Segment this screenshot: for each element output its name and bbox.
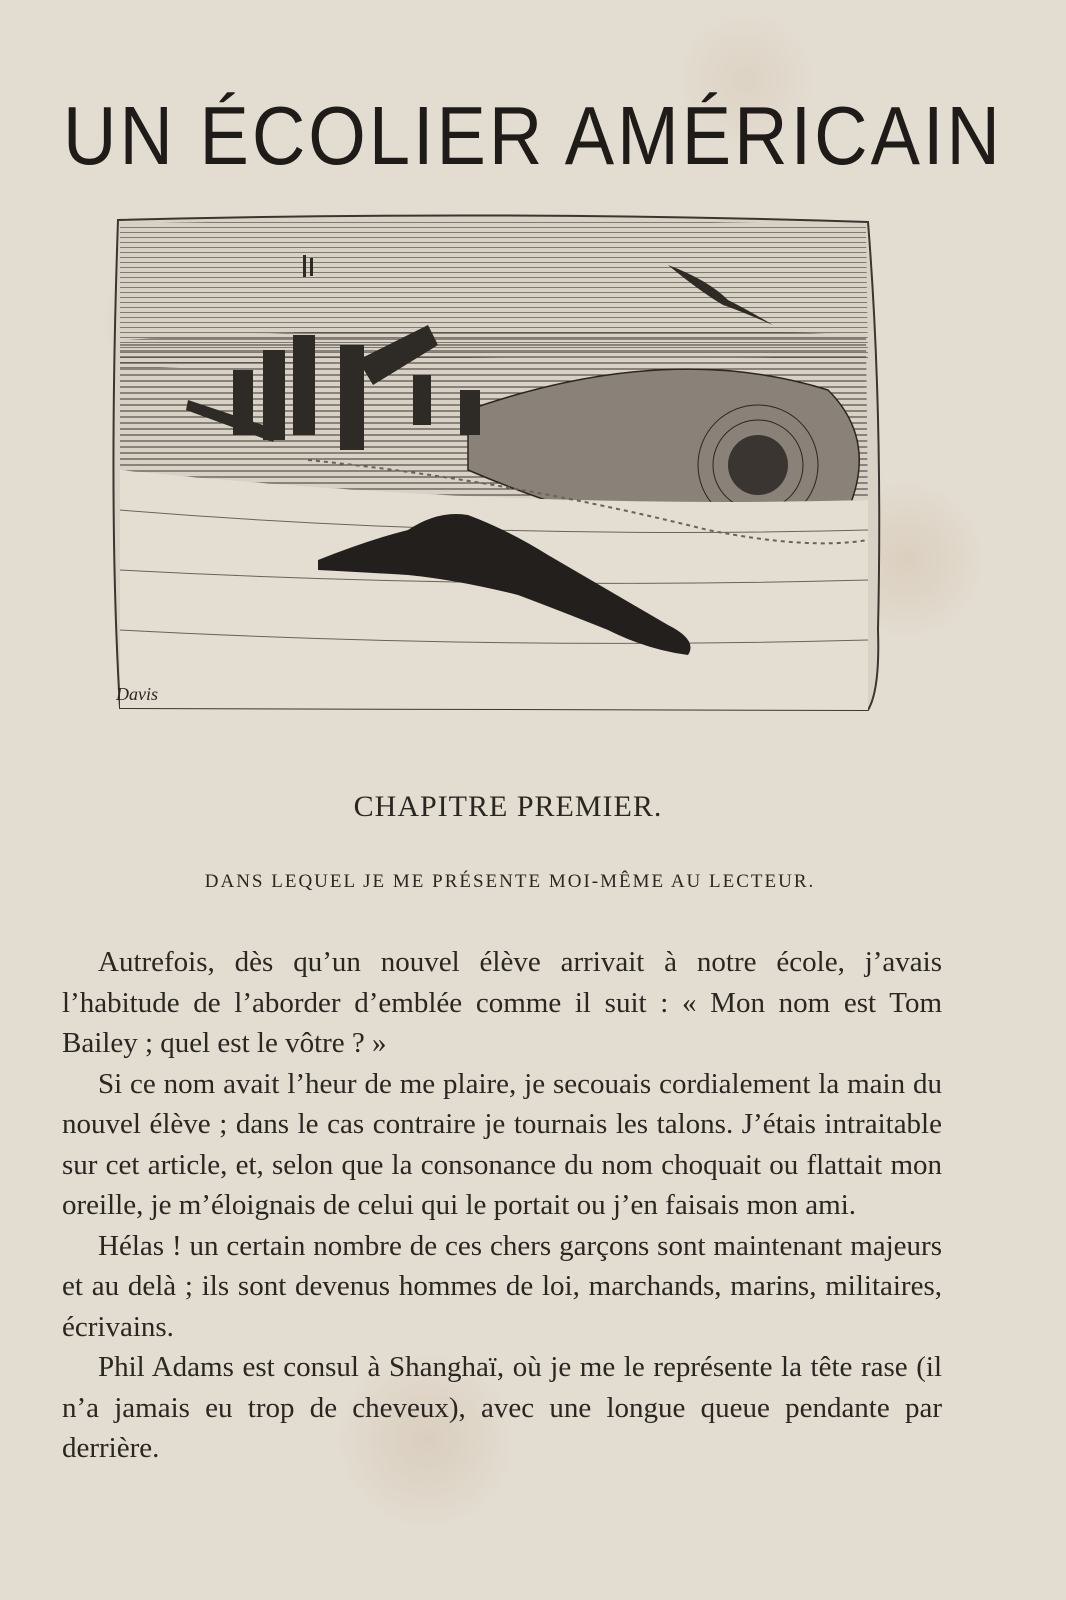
- illustration-signature: Davis: [116, 684, 158, 704]
- body-text: [62, 942, 942, 1469]
- chapter-subtitle: DANS LEQUEL JE ME PRÉSENTE MOI-MÊME AU LECTEUR.: [204, 871, 816, 892]
- paragraph: Autrefois, dès qu’un nouvel élève arrivait à notre école, j’avais l’habitude de l’aborder d’emblée comme il suit : « Mon nom est Tom Bailey ; quel est le vôtre ? »: [62, 946, 942, 1059]
- paragraph: Si ce nom avait l’heur de me plaire, je secouais cordialement la main du nouvel élève ; dans le cas contraire je tournais les talons. J’étais intraitable sur cet article, et, selon que la consonance du nom choquait ou flattait mon oreille, je m’éloignais de celui qui le portait ou j’en faisais mon ami.: [62, 1067, 942, 1221]
- chapter-heading: CHAPITRE PREMIER.: [353, 790, 663, 823]
- paragraph: Phil Adams est consul à Shanghaï, où je me le représente la tête rase (il n’a jamais eu trop de cheveux), avec une longue queue pendante par derrière.: [62, 1351, 942, 1464]
- engraving-image: [108, 210, 888, 725]
- shipwreck-illustration: [108, 210, 888, 725]
- page-title: UN ÉCOLIER AMÉRICAIN: [63, 89, 1003, 183]
- paragraph: Hélas ! un certain nombre de ces chers garçons sont maintenant majeurs et au delà ; ils sont devenus hommes de loi, marchands, marins, militaires, écrivains.: [62, 1229, 942, 1343]
